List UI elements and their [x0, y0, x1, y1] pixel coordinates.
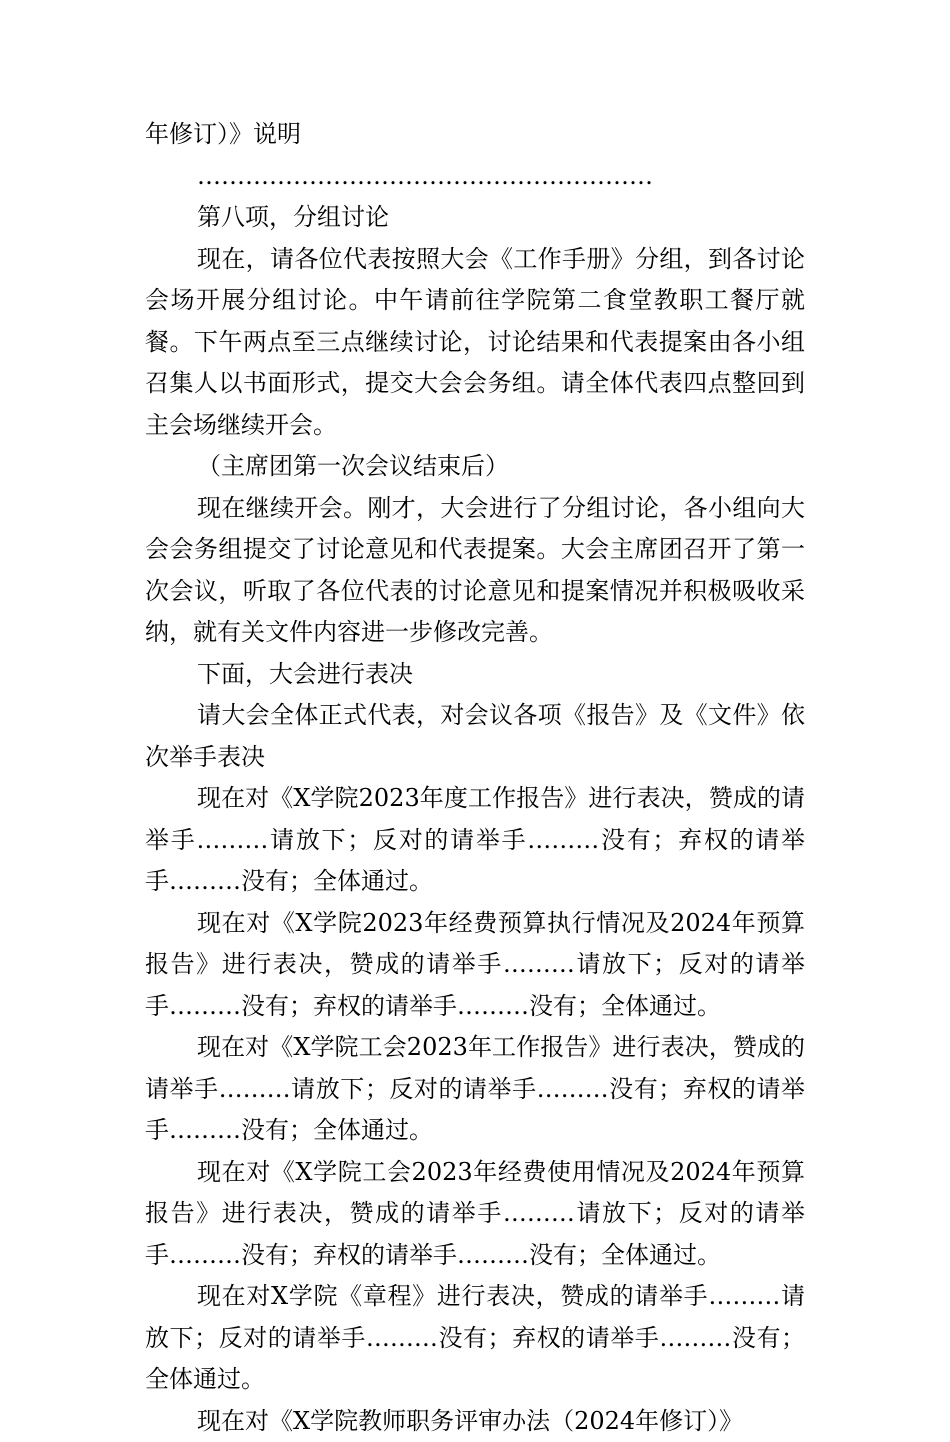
paragraph-vote-charter: 现在对X学院《章程》进行表决，赞成的请举手………请放下；反对的请举手………没有；弃权的请举手………没有；全体通过。 — [145, 1276, 805, 1401]
paragraph-vote-teacher-evaluation: 现在对《X学院教师职务评审办法（2024年修订）》 — [145, 1401, 805, 1442]
paragraph-continuation: 年修订）》说明 — [145, 114, 805, 156]
paragraph-vote-budget-report: 现在对《X学院2023年经费预算执行情况及2024年预算报告》进行表决，赞成的请举手………请放下；反对的请举手………没有；弃权的请举手………没有；全体通过。 — [145, 903, 805, 1028]
paragraph-group-discussion: 现在，请各位代表按照大会《工作手册》分组，到各讨论会场开展分组讨论。中午请前往学院第二食堂教职工餐厅就餐。下午两点至三点继续讨论，讨论结果和代表提案由各小组召集人以书面形式，提交大会会务组。请全体代表四点整回到主会场继续开会。 — [145, 239, 805, 447]
paragraph-resume-meeting: 现在继续开会。刚才，大会进行了分组讨论，各小组向大会会务组提交了讨论意见和代表提案。大会主席团召开了第一次会议，听取了各位代表的讨论意见和提案情况并积极吸收采纳，就有关文件内容进一步修改完善。 — [145, 488, 805, 654]
paragraph-vote-union-work-report: 现在对《X学院工会2023年工作报告》进行表决，赞成的请举手………请放下；反对的请举手………没有；弃权的请举手………没有；全体通过。 — [145, 1027, 805, 1152]
paragraph-stage-note: （主席团第一次会议结束后） — [145, 446, 805, 488]
document-page — [145, 114, 805, 1442]
paragraph-vote-union-budget-report: 现在对《X学院工会2023年经费使用情况及2024年预算报告》进行表决，赞成的请举手………请放下；反对的请举手………没有；弃权的请举手………没有；全体通过。 — [145, 1152, 805, 1277]
paragraph-vote-work-report: 现在对《X学院2023年度工作报告》进行表决，赞成的请举手………请放下；反对的请举手………没有；弃权的请举手………没有；全体通过。 — [145, 778, 805, 903]
paragraph-vote-intro: 下面，大会进行表决 — [145, 654, 805, 696]
ellipsis-line: ………………………………………………… — [145, 156, 805, 198]
section-heading: 第八项，分组讨论 — [145, 197, 805, 239]
paragraph-vote-instruction: 请大会全体正式代表，对会议各项《报告》及《文件》依次举手表决 — [145, 695, 805, 778]
